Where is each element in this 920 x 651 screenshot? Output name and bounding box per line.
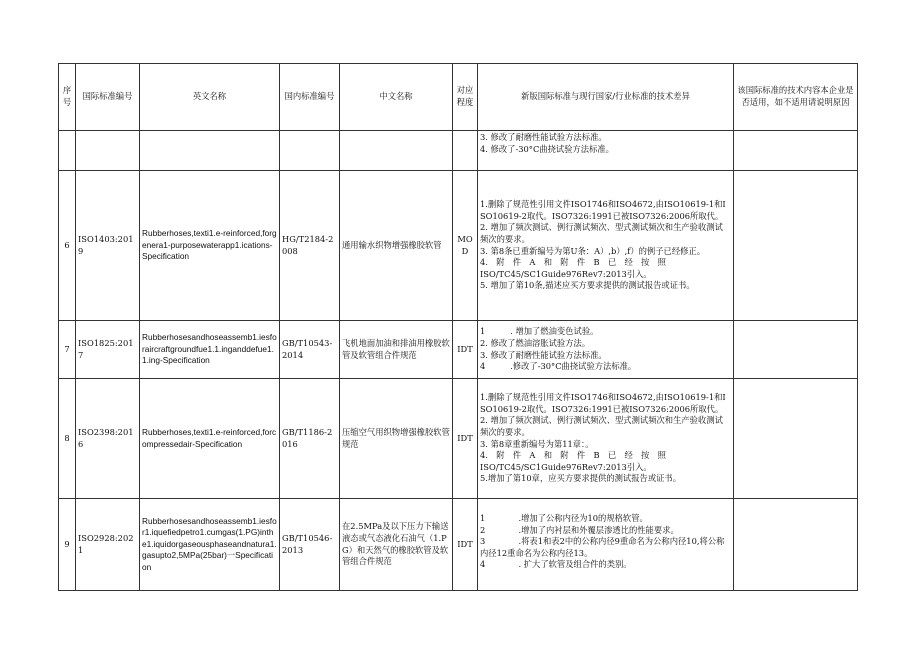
cell-diff: [478, 131, 734, 171]
diff-line: 2. 修改了燃油溶胀试验方法。: [480, 337, 591, 348]
cell-degree: IDT: [453, 499, 478, 591]
header-cn-no: 国内标准编号: [280, 64, 340, 131]
diff-line: 3. 修改了耐磨性能试验方法标准。: [480, 349, 607, 360]
diff-line: 3 .将表1和表2中的公称内径9重命名为公称内径10,将公称内径12重命名为公称内径13。: [480, 536, 725, 558]
cell-en-name: Rubberhoses,texti1.e-reinforced,forcompressedair-Specification: [140, 379, 280, 499]
table-row: [59, 171, 858, 321]
diff-line: 2. 增加了频次测试、例行测试频次、型式测试频次和生产验收测试频次的要求。: [480, 415, 723, 437]
diff-line: 3. 修改了耐磨性能试验方法标准。: [480, 132, 607, 142]
cell-degree: IDT: [453, 379, 478, 499]
header-cn-name: 中文名称: [340, 64, 453, 131]
cell-en-name: [140, 131, 280, 171]
diff-line: 5. 增加了第10条,描述应买方要求提供的测试报告或证书。: [480, 280, 695, 291]
cell-diff: [478, 499, 734, 591]
header-intl-no: 国际标准编号: [76, 64, 140, 131]
diff-line: 3. 第8条已重新编号为第U条：A）,b）,f）的例子已经修正。: [480, 245, 706, 256]
diff-line: ISO/TC45/SC1Guide976Rev7:2013引入。: [480, 268, 652, 279]
standards-comparison-table: [58, 63, 858, 591]
header-degree: 对应程度: [453, 64, 478, 131]
diff-line: 4. 附 件 A 和 附 件 B 已 经 按 照: [480, 450, 666, 461]
diff-line: 4 . 扩大了软管及组合件的类别。: [480, 559, 632, 570]
cell-cn-name: 在2.5MPa及以下压力下输送液态或气态液化石油气（1.PG）和天然气的橡胶软管及软管组合件规范: [340, 499, 453, 591]
cell-applicable: [734, 379, 858, 499]
cell-applicable: [734, 499, 858, 591]
cell-cn-no: GB/T1186-2016: [280, 379, 340, 499]
header-en-name: 英文名称: [140, 64, 280, 131]
diff-line: 5.增加了第10章，应买方要求提供的测试报告或证书。: [480, 473, 682, 484]
cell-applicable: [734, 171, 858, 321]
cell-intl-no: [76, 131, 140, 171]
cell-cn-no: [280, 131, 340, 171]
header-seq: 序号: [59, 64, 76, 131]
diff-line: ISO/TC45/SC1Guide976Rev7:2013引入。: [480, 461, 652, 472]
diff-line: 2 .增加了内衬层和外覆层渗透比的性能要求。: [480, 524, 679, 535]
cell-en-name: Rubberhosesandhoseassemb1.iesforaircraftgroundfue1.1.inganddefue1.1.ing-Specification: [140, 321, 280, 379]
header-diff: 新版国际标准与现行国家/行业标准的技术差异: [478, 64, 734, 131]
cell-intl-no: ISO2928:2021: [76, 499, 140, 591]
table-row-continued: [59, 131, 858, 171]
header-applicable: 该国际标准的技术内容本企业是否适用，如不适用请说明原因: [734, 64, 858, 131]
diff-line: 1.删除了规范性引用文件ISO1746和ISO4672,由ISO10619-1和ISO10619-2取代。ISO7326:1991已被ISO7326:2006所取代。: [480, 199, 726, 221]
cell-degree: MOD: [453, 171, 478, 321]
cell-seq: 9: [59, 499, 76, 591]
cell-diff: [478, 321, 734, 379]
table-row: [59, 379, 858, 499]
cell-cn-name: [340, 131, 453, 171]
cell-degree: [453, 131, 478, 171]
diff-line: 1 .增加了公称内径为10的规格软管。: [480, 513, 648, 523]
cell-en-name: Rubberhoses,texti1.e-reinforced,forgenera1-purposewaterapp1.ications-Specification: [140, 171, 280, 321]
cell-cn-name: 飞机地面加油和排油用橡胶软管及软管组合件规范: [340, 321, 453, 379]
diff-line: 3. 第8章重新编号为第11章：。: [480, 438, 594, 449]
diff-line: 1.删除了规范性引用文件ISO1746和ISO4672,由ISO10619-1和ISO10619-2取代。ISO7326:1991已被ISO7326:2006所取代。: [480, 392, 726, 414]
diff-line: 2. 增加了频次测试、例行测试频次、型式测试频次和生产验收测试频次的要求。: [480, 222, 723, 244]
cell-seq: 8: [59, 379, 76, 499]
cell-cn-no: GB/T10543-2014: [280, 321, 340, 379]
cell-cn-name: 压缩空气用织物增强橡胶软管规范: [340, 379, 453, 499]
cell-en-name: Rubberhosesandhoseassemb1.iesfor1.iquefiedpetro1.cumgas(1.PG)inthe1.iquidorgaseousphaseandnatura1.gasupto2,5MPa(25bar)一Specification: [140, 499, 280, 591]
cell-intl-no: ISO1403:2019: [76, 171, 140, 321]
cell-diff: [478, 379, 734, 499]
header-row: [59, 64, 858, 131]
cell-applicable: [734, 321, 858, 379]
cell-applicable: [734, 131, 858, 171]
cell-intl-no: ISO1825:2017: [76, 321, 140, 379]
diff-line: 4. 附 件 A 和 附 件 B 已 经 按 照: [480, 257, 666, 268]
diff-line: 4 .修改了-30°C曲挠试验方法标准。: [480, 361, 637, 372]
table-row: [59, 321, 858, 379]
diff-line: 1 . 增加了燃油变色试验。: [480, 326, 599, 337]
cell-degree: IDT: [453, 321, 478, 379]
cell-cn-no: GB/T10546-2013: [280, 499, 340, 591]
table-row: [59, 499, 858, 591]
cell-seq: [59, 131, 76, 171]
diff-line: 4. 修改了-30°C曲挠试验方法标准。: [480, 143, 614, 154]
cell-cn-name: 通用输水织物增强橡胶软管: [340, 171, 453, 321]
cell-seq: 6: [59, 171, 76, 321]
cell-intl-no: ISO2398:2016: [76, 379, 140, 499]
cell-cn-no: HG/T2184-2008: [280, 171, 340, 321]
cell-seq: 7: [59, 321, 76, 379]
cell-diff: [478, 171, 734, 321]
